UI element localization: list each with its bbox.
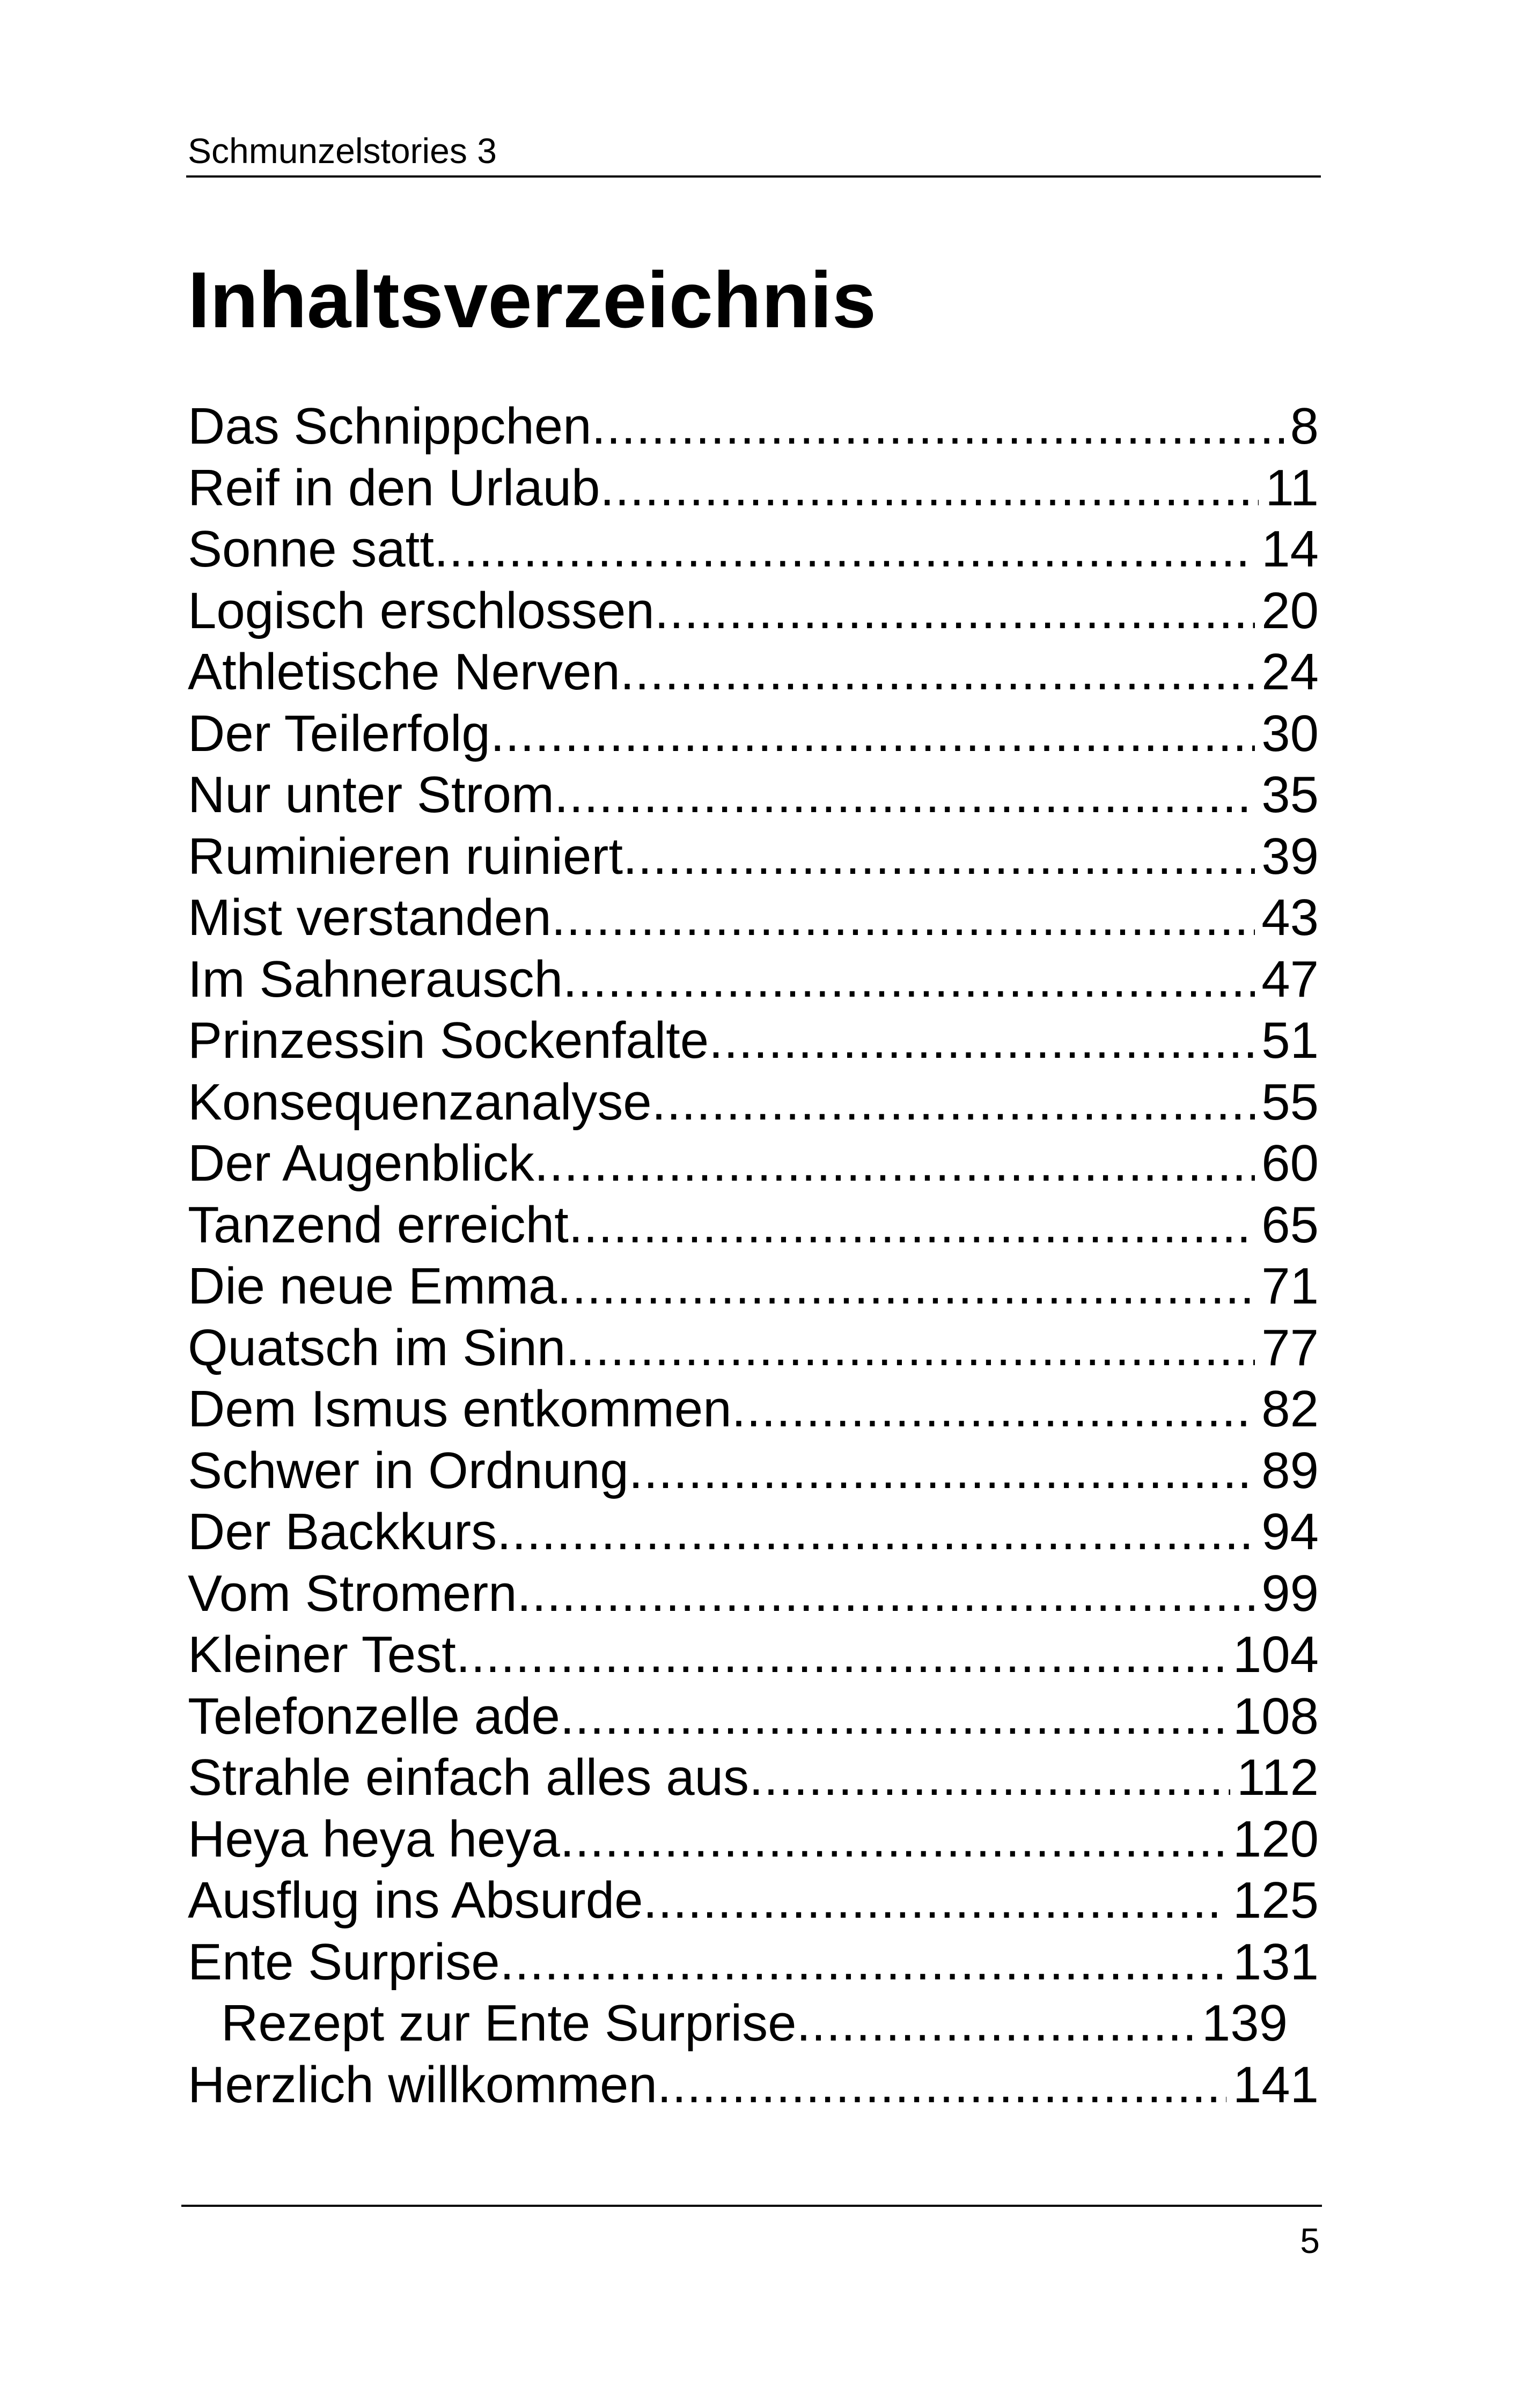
toc-entry bbox=[188, 1256, 1319, 1317]
toc-entry-title: Konsequenzanalyse bbox=[188, 1073, 652, 1131]
toc-entry-page: 60 bbox=[1261, 1135, 1319, 1192]
dot-leader bbox=[643, 1870, 1226, 1932]
page-title: Inhaltsverzeichnis bbox=[188, 256, 877, 344]
toc-entry-title: Der Teilerfolg bbox=[188, 704, 490, 762]
dot-leader bbox=[560, 1686, 1226, 1748]
toc-entry-page: 131 bbox=[1232, 1933, 1319, 1991]
toc-entry-title: Der Backkurs bbox=[188, 1503, 497, 1560]
toc-entry-title: Vom Stromern bbox=[188, 1564, 517, 1622]
toc-entry bbox=[188, 1624, 1319, 1686]
dot-leader bbox=[732, 1379, 1255, 1440]
dot-leader bbox=[563, 949, 1255, 1011]
toc-entry bbox=[188, 2054, 1319, 2116]
toc-entry bbox=[188, 458, 1319, 519]
toc-entry-title: Reif in den Urlaub bbox=[188, 459, 600, 517]
toc-entry-title: Das Schnippchen bbox=[188, 397, 592, 455]
toc-entry bbox=[188, 1072, 1319, 1133]
toc-entry bbox=[188, 1809, 1319, 1871]
dot-leader bbox=[620, 642, 1255, 703]
toc-entry-title: Tanzend erreicht bbox=[188, 1196, 569, 1254]
toc-entry bbox=[188, 1317, 1319, 1379]
dot-leader bbox=[623, 826, 1255, 888]
dot-leader bbox=[797, 1993, 1195, 2054]
toc-entry bbox=[188, 642, 1319, 703]
toc-entry bbox=[188, 1563, 1319, 1625]
toc-entry-page: 51 bbox=[1261, 1012, 1319, 1069]
toc-entry-title: Im Sahnerausch bbox=[188, 950, 563, 1008]
dot-leader bbox=[557, 1256, 1255, 1317]
toc-entry-title: Schwer in Ordnung bbox=[188, 1441, 629, 1499]
toc-entry-page: 43 bbox=[1261, 889, 1319, 946]
dot-leader bbox=[629, 1440, 1255, 1502]
dot-leader bbox=[655, 580, 1255, 642]
running-header: Schmunzelstories 3 bbox=[188, 131, 497, 171]
toc-entry bbox=[188, 519, 1319, 580]
toc-entry-title: Herzlich willkommen bbox=[188, 2056, 657, 2114]
dot-leader bbox=[534, 1133, 1255, 1195]
toc-entry-title: Rezept zur Ente Surprise bbox=[221, 1994, 797, 2052]
toc-entry bbox=[188, 1133, 1319, 1195]
toc-entry bbox=[188, 1932, 1319, 1993]
toc-entry-title: Prinzessin Sockenfalte bbox=[188, 1012, 709, 1069]
toc-entry-page: 104 bbox=[1232, 1626, 1319, 1683]
toc-entry bbox=[188, 1379, 1319, 1440]
toc-entry bbox=[188, 826, 1319, 888]
dot-leader bbox=[554, 764, 1255, 826]
dot-leader bbox=[434, 519, 1255, 580]
toc-entry-title: Dem Ismus entkommen bbox=[188, 1380, 732, 1438]
toc-entry bbox=[188, 887, 1319, 949]
toc-entry-title: Athletische Nerven bbox=[188, 643, 620, 701]
toc-entry bbox=[188, 764, 1319, 826]
dot-leader bbox=[709, 1010, 1255, 1072]
toc-entry-page: 47 bbox=[1261, 950, 1319, 1008]
toc-entry-title: Der Augenblick bbox=[188, 1135, 534, 1192]
toc-entry-title: Quatsch im Sinn bbox=[188, 1319, 566, 1376]
dot-leader bbox=[749, 1747, 1230, 1809]
toc-entry-page: 94 bbox=[1261, 1503, 1319, 1560]
page-number: 5 bbox=[1300, 2221, 1320, 2260]
toc-subentry bbox=[188, 1993, 1288, 2054]
header-rule bbox=[186, 175, 1321, 178]
toc-entry bbox=[188, 949, 1319, 1011]
toc-entry bbox=[188, 1010, 1319, 1072]
dot-leader bbox=[565, 1317, 1255, 1379]
toc-entry bbox=[188, 1501, 1319, 1563]
dot-leader bbox=[500, 1932, 1226, 1993]
toc-entry-page: 65 bbox=[1261, 1196, 1319, 1254]
toc-entry-page: 125 bbox=[1232, 1872, 1319, 1929]
toc-entry-title: Telefonzelle ade bbox=[188, 1687, 560, 1745]
toc-entry-title: Strahle einfach alles aus bbox=[188, 1749, 749, 1806]
toc-entry bbox=[188, 1747, 1319, 1809]
toc-entry-page: 108 bbox=[1232, 1687, 1319, 1745]
dot-leader bbox=[652, 1072, 1255, 1133]
toc-entry-page: 99 bbox=[1261, 1564, 1319, 1622]
toc-entry-title: Ruminieren ruiniert bbox=[188, 827, 623, 885]
toc-entry-page: 30 bbox=[1261, 704, 1319, 762]
toc-entry-title: Heya heya heya bbox=[188, 1810, 560, 1868]
dot-leader bbox=[591, 396, 1283, 458]
toc-entry-title: Logisch erschlossen bbox=[188, 581, 655, 639]
toc-entry-page: 71 bbox=[1261, 1257, 1319, 1315]
toc-entry bbox=[188, 1195, 1319, 1256]
dot-leader bbox=[552, 887, 1255, 949]
toc-entry-title: Die neue Emma bbox=[188, 1257, 557, 1315]
toc-entry bbox=[188, 580, 1319, 642]
dot-leader bbox=[657, 2054, 1226, 2116]
dot-leader bbox=[600, 458, 1259, 519]
toc-entry-page: 20 bbox=[1261, 581, 1319, 639]
toc-entry-page: 82 bbox=[1261, 1380, 1319, 1438]
toc-entry bbox=[188, 1440, 1319, 1502]
toc-entry-page: 35 bbox=[1261, 766, 1319, 823]
toc-entry-page: 120 bbox=[1232, 1810, 1319, 1868]
toc-entry-title: Mist verstanden bbox=[188, 889, 552, 946]
toc-entry-page: 14 bbox=[1261, 520, 1319, 578]
dot-leader bbox=[497, 1501, 1255, 1563]
toc-entry-title: Sonne satt bbox=[188, 520, 434, 578]
toc-entry-title: Kleiner Test bbox=[188, 1626, 456, 1683]
toc-entry bbox=[188, 1870, 1319, 1932]
dot-leader bbox=[517, 1563, 1255, 1625]
toc-entry-page: 139 bbox=[1201, 1994, 1288, 2052]
toc-entry-title: Ausflug ins Absurde bbox=[188, 1872, 643, 1929]
dot-leader bbox=[560, 1809, 1226, 1871]
toc-entry-page: 55 bbox=[1261, 1073, 1319, 1131]
toc-entry-page: 112 bbox=[1236, 1749, 1319, 1806]
dot-leader bbox=[456, 1624, 1226, 1686]
toc-entry-title: Ente Surprise bbox=[188, 1933, 500, 1991]
toc-entry-page: 8 bbox=[1290, 397, 1319, 455]
toc-entry-page: 141 bbox=[1232, 2056, 1319, 2114]
toc-entry-page: 11 bbox=[1265, 459, 1319, 517]
toc-entry-page: 77 bbox=[1261, 1319, 1319, 1376]
dot-leader bbox=[490, 703, 1255, 765]
toc-entry-page: 39 bbox=[1261, 827, 1319, 885]
table-of-contents bbox=[188, 396, 1319, 2116]
toc-entry-title: Nur unter Strom bbox=[188, 766, 554, 823]
dot-leader bbox=[569, 1195, 1255, 1256]
footer-rule bbox=[181, 2205, 1322, 2207]
toc-entry-page: 24 bbox=[1261, 643, 1319, 701]
toc-entry-page: 89 bbox=[1261, 1441, 1319, 1499]
toc-entry bbox=[188, 396, 1319, 458]
toc-entry bbox=[188, 703, 1319, 765]
toc-entry bbox=[188, 1686, 1319, 1748]
